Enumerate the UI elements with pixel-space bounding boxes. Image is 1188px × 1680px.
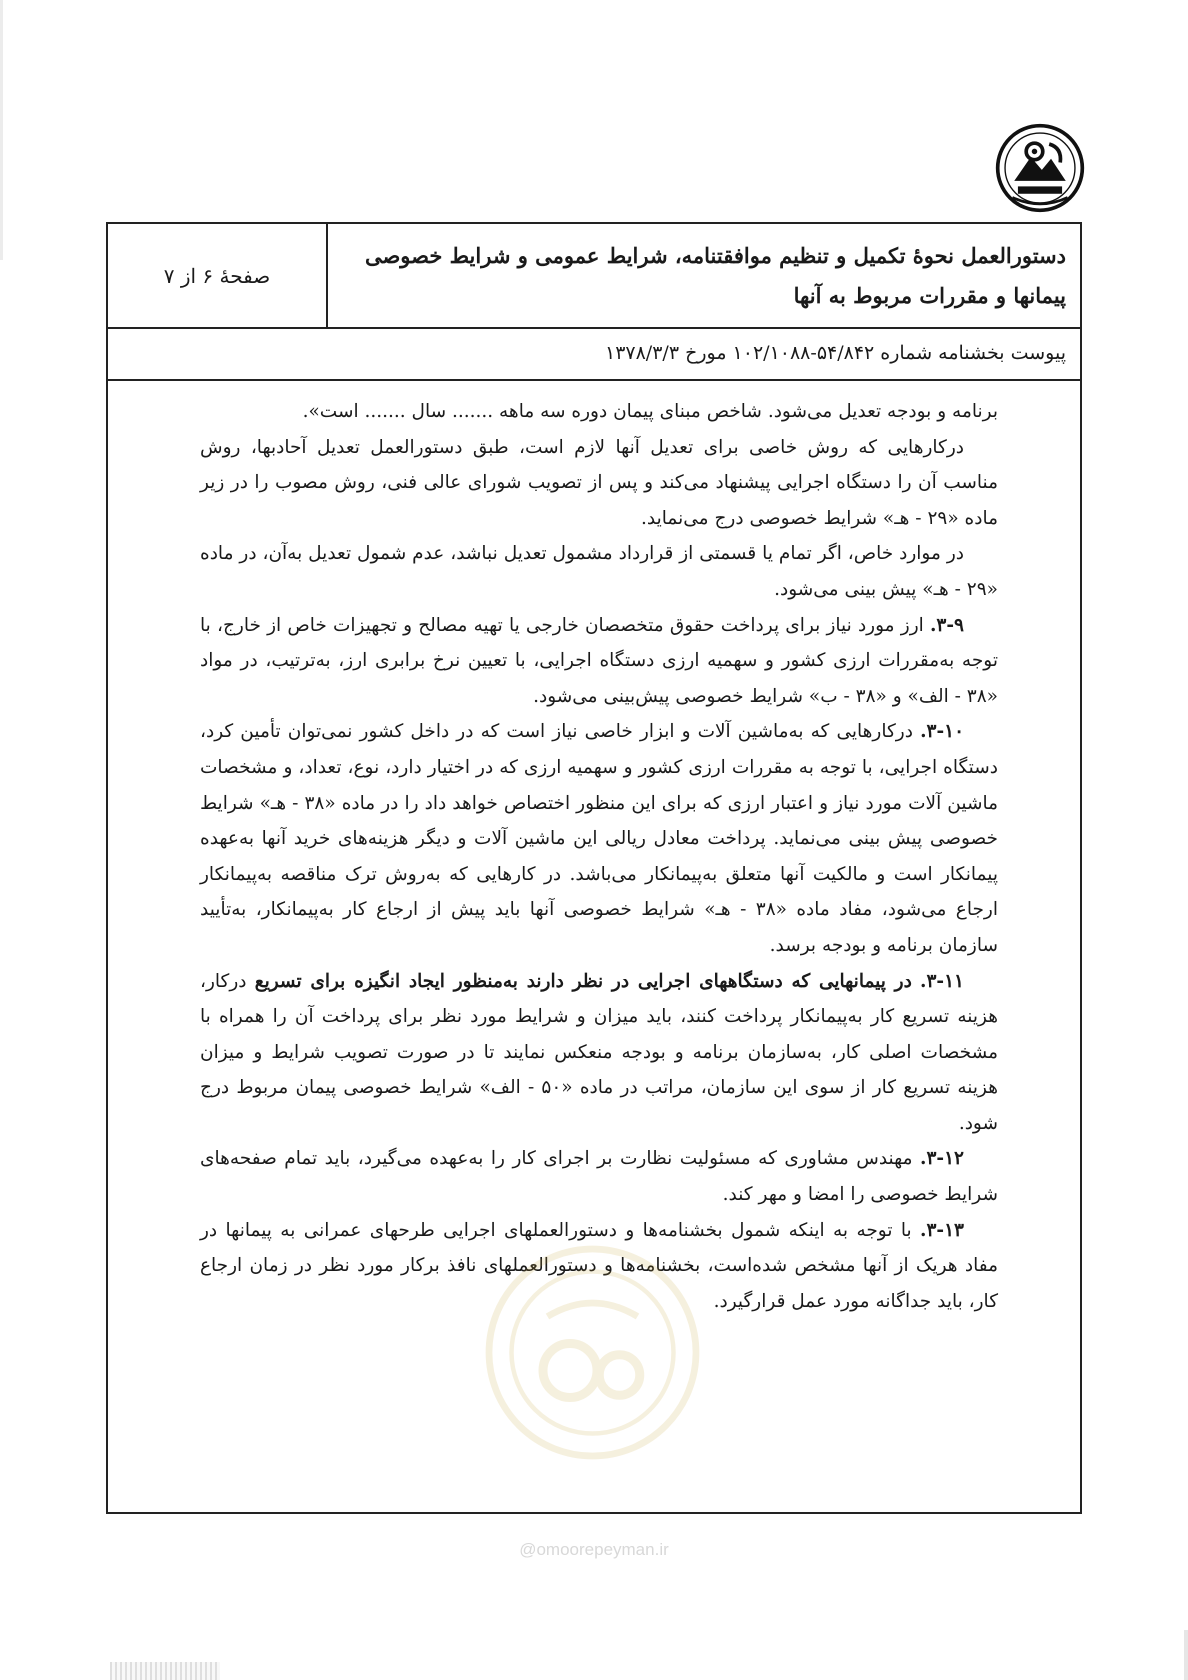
clause-text: با توجه به اینکه شمول بخشنامه‌ها و دستورالعملهای اجرایی طرحهای عمرانی به پیمانها در مفاد هریک از آنها مشخص شده‌است، بخشنامه‌ها و دستورالعملهای نافذ برکار مورد نظر در زمان ارجاع کار، باید جداگانه مورد عمل قرارگیرد. <box>200 1219 998 1312</box>
header-divider <box>326 224 328 327</box>
clause-text: درکار، هزینه تسریع کار به‌پیمانکار پرداخت کنند، باید میزان و شرایط مورد نظر برای پرداخت آن را همراه با مشخصات اصلی کار، به‌سازمان برنامه و بودجه منعکس نمایند تا در صورت تصویب شرایط و میزان هزینه تسریع کار از سوی این سازمان، مراتب در ماده «۵۰ - الف» شرایط خصوصی پیمان مربوط درج شود. <box>200 970 998 1134</box>
clause-number: ۳-۱۱. <box>920 970 964 992</box>
clause-number: ۳-۹. <box>929 614 964 636</box>
clause-3-13 <box>200 1213 998 1320</box>
organization-logo <box>994 122 1086 214</box>
circular-reference: پیوست بخشنامه شماره ۵۴/۸۴۲-۱۰۲/۱۰۸۸ مورخ ۱۳۷۸/۳/۳ <box>108 327 1080 381</box>
document-header <box>108 224 1080 329</box>
clause-lead-bold: در پیمانهایی که دستگاههای اجرایی در نظر دارند به‌منظور ایجاد انگیزه برای تسریع <box>254 970 912 992</box>
document-frame <box>106 222 1082 1514</box>
paragraph: درکارهایی که روش خاصی برای تعدیل آنها لازم است، طبق دستورالعمل تعدیل آحادبها، روش مناسب آن را دستگاه اجرایی پیشنهاد می‌کند و پس از تصویب شورای عالی فنی، روش مصوب را در زیر ماده «۲۹ - هـ» شرایط خصوصی درج می‌نماید. <box>200 436 998 529</box>
clause-text: ارز مورد نیاز برای پرداخت حقوق متخصصان خارجی یا تهیه مصالح و تجهیزات خاص از خارج، با توجه به‌مقررات ارزی کشور و سهمیه ارزی دستگاه اجرایی، با تعیین نرخ برابری ارز، به‌ترتیب، در مواد «۳۸ - الف» و «۳۸ - ب» شرایط خصوصی پیش‌بینی می‌شود. <box>200 614 998 707</box>
clause-3-11 <box>200 964 998 1142</box>
document-title-line-2: پیمانها و مقررات مربوط به آنها <box>793 283 1066 308</box>
scan-edge-right <box>1184 1630 1188 1680</box>
clause-text: مهندس مشاوری که مسئولیت نظارت بر اجرای کار را به‌عهده می‌گیرد، باید تمام صفحه‌های شرایط خصوصی را امضا و مهر کند. <box>200 1148 998 1206</box>
document-title-line-1: دستورالعمل نحوهٔ تکمیل و تنظیم موافقتنامه، شرایط عمومی و شرایط خصوصی <box>364 243 1066 268</box>
clause-text: درکارهایی که به‌ماشین آلات و ابزار خاصی نیاز است که در داخل کشور نمی‌توان تأمین کرد، دستگاه اجرایی، با توجه به مقررات ارزی کشور و سهمیه ارزی که در اختیار دارد، نوع، تعداد، و مشخصات ماشین آلات مورد نیاز و اعتبار ارزی که برای این منظور اختصاص خواهد داد را در ماده «۳۸ - هـ» شرایط خصوصی پیش بینی می‌نماید. پرداخت معادل ریالی این ماشین آلات و دیگر هزینه‌های خرید آنها به‌عهده پیمانکار است و مالکیت آنها متعلق به‌پیمانکار می‌باشد. در کارهایی که به‌روش ترک مناقصه به‌پیمانکار ارجاع می‌شود، مفاد ماده «۳۸ - هـ» شرایط خصوصی آنها باید پیش از ارجاع کار به‌پیمانکار، به‌تأیید سازمان برنامه و بودجه برسد. <box>200 721 998 956</box>
clause-number: ۳-۱۳. <box>920 1219 964 1241</box>
document-body <box>200 394 998 1319</box>
clause-number: ۳-۱۰. <box>920 721 965 743</box>
watermark-url: @omoorepeyman.ir <box>519 1540 669 1559</box>
document-title <box>340 236 1066 316</box>
clause-3-12 <box>200 1141 998 1212</box>
clause-3-10 <box>200 714 998 963</box>
scan-edge-left <box>0 0 3 260</box>
paragraph: برنامه و بودجه تعدیل می‌شود. شاخص مبنای پیمان دوره سه ماهه ....... سال ....... است». <box>302 401 998 422</box>
clause-3-9 <box>200 608 998 715</box>
paragraph: در موارد خاص، اگر تمام یا قسمتی از قرارداد مشمول تعدیل نباشد، عدم شمول تعدیل به‌آن، در ماده «۲۹ - هـ» پیش بینی می‌شود. <box>200 543 998 600</box>
scan-noise <box>110 1662 220 1680</box>
clause-number: ۳-۱۲. <box>920 1148 964 1170</box>
page-number: صفحهٔ ۶ از ۷ <box>163 263 271 288</box>
